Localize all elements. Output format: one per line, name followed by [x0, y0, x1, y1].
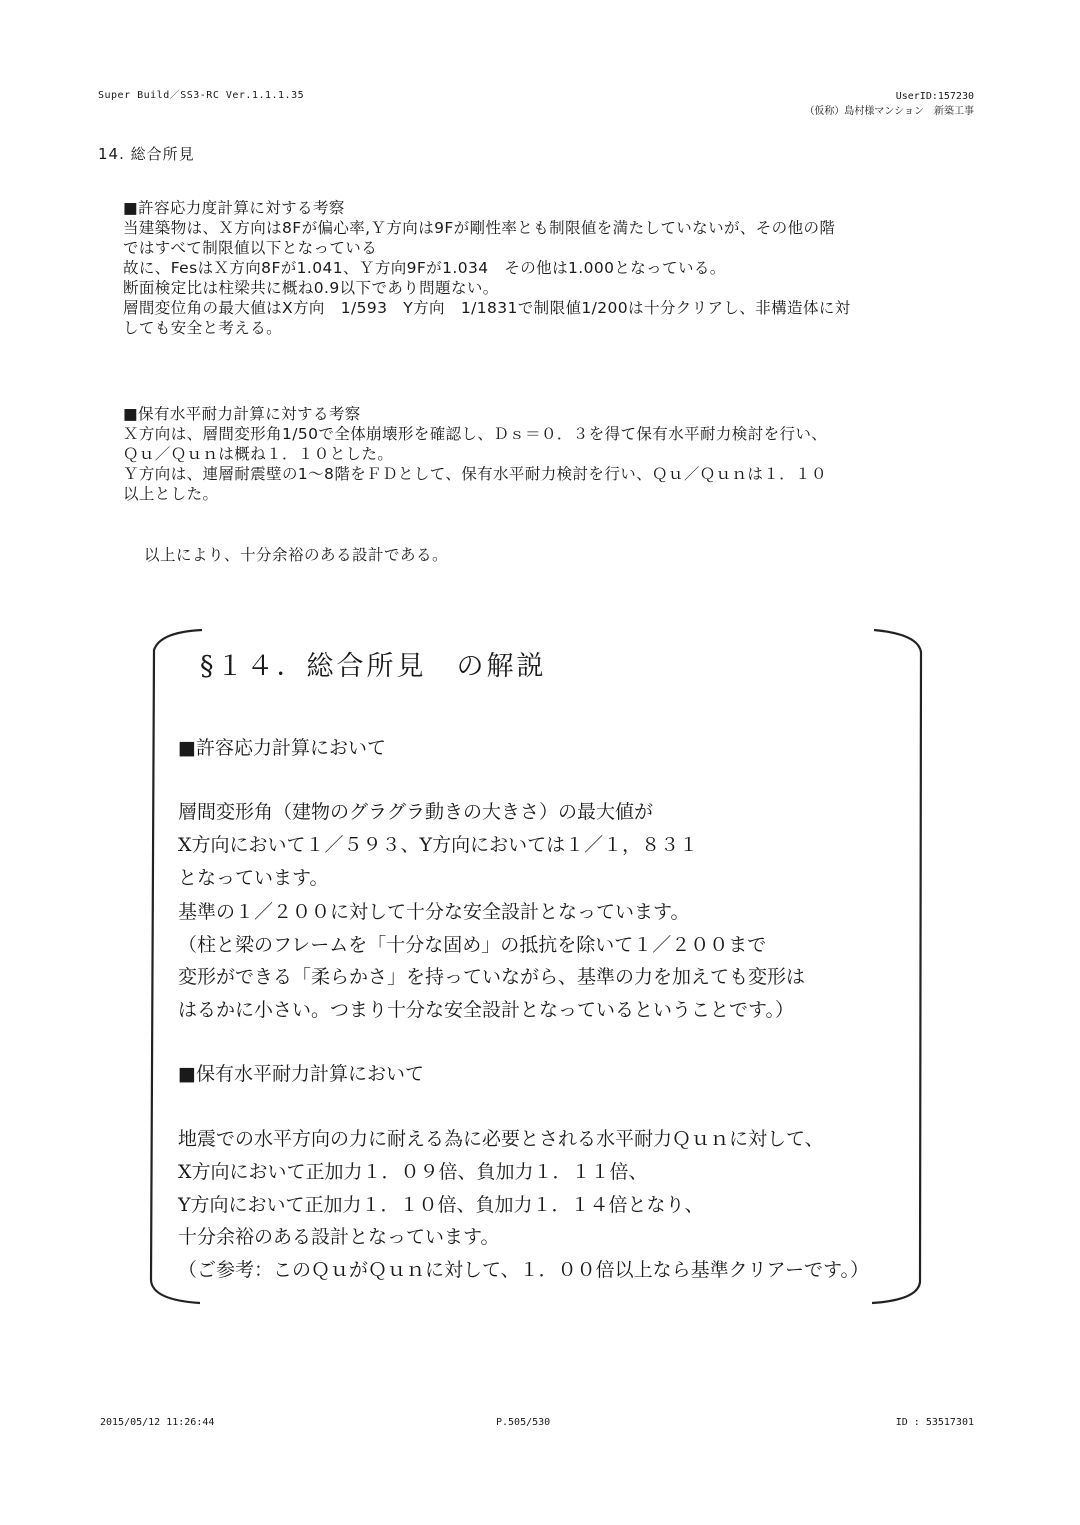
- user-id: UserID:157230: [895, 91, 974, 102]
- horizontal-capacity-line: 以上とした。: [123, 485, 219, 503]
- explanation-title: §１４．総合所見 の解説: [200, 651, 547, 682]
- explanation-line: 層間変形角（建物のグラグラ動きの大きさ）の最大値が: [178, 801, 654, 823]
- project-name: （仮称）島村様マンション 新築工事: [804, 106, 974, 117]
- conclusion: 以上により、十分余裕のある設計である。: [144, 546, 449, 564]
- explanation-line: Y方向において正加力１．１０倍、負加力１．１４倍となり、: [178, 1194, 704, 1216]
- explanation-line: 基準の１／２００に対して十分な安全設計となっています。: [178, 901, 690, 923]
- horizontal-capacity-line: Ｘ方向は、層間変形角1/50で全体崩壊形を確認し、Ｄｓ＝０．３を得て保有水平耐力検討を行い、: [123, 425, 828, 443]
- section-title: 14. 総合所見: [98, 145, 195, 163]
- allowable-stress-line: ではすべて制限値以下となっている: [123, 239, 378, 257]
- explanation-line: （柱と梁のフレームを「十分な固め」の抵抗を除いて１／２００まで: [178, 934, 767, 956]
- explanation-heading-allowable: ■許容応力計算において: [178, 737, 386, 759]
- right-bracket: [872, 630, 921, 1303]
- print-datetime: 2015/05/12 11:26:44: [100, 1417, 215, 1428]
- allowable-stress-line: 当建築物は、Ｘ方向は8Fが偏心率,Ｙ方向は9Fが剛性率とも制限値を満たしていないが、その他の階: [123, 219, 836, 237]
- explanation-line: X方向において１／５９３、Y方向においては１／１，８３１: [178, 834, 699, 856]
- explanation-line: はるかに小さい。つまり十分な安全設計となっているということです。）: [178, 999, 794, 1021]
- explanation-line: 変形ができる「柔らかさ」を持っていながら、基準の力を加えても変形は: [178, 966, 806, 988]
- explanation-heading-horizontal: ■保有水平耐力計算において: [178, 1063, 424, 1085]
- explanation-line: 地震での水平方向の力に耐える為に必要とされる水平耐力Ｑｕｎに対して、: [178, 1128, 824, 1150]
- allowable-stress-line: 断面検定比は柱梁共に概ね0.9以下であり問題ない。: [123, 279, 499, 297]
- horizontal-capacity-line: Ｑｕ／Ｑｕｎは概ね１．１０とした。: [123, 445, 394, 463]
- allowable-stress-line: 故に、FesはＸ方向8Fが1.041、Ｙ方向9Fが1.034 その他は1.000となっている。: [123, 259, 726, 277]
- explanation-line: X方向において正加力１．０９倍、負加力１．１１倍、: [178, 1161, 648, 1183]
- horizontal-capacity-heading: ■保有水平耐力計算に対する考察: [123, 405, 361, 423]
- explanation-line: （ご参考：このＱｕがＱｕｎに対して、１．００倍以上なら基準クリアーです。）: [178, 1259, 870, 1281]
- allowable-stress-line: しても安全と考える。: [123, 319, 283, 337]
- horizontal-capacity-line: Ｙ方向は、連層耐震壁の1～8階をＦＤとして、保有水平耐力検討を行い、Ｑｕ／Ｑｕｎは１．１０: [123, 465, 827, 483]
- allowable-stress-heading: ■許容応力度計算に対する考察: [123, 199, 345, 217]
- explanation-line: となっています。: [178, 867, 329, 889]
- software-version: Super Build／SS3-RC Ver.1.1.1.35: [98, 90, 305, 101]
- allowable-stress-line: 層間変位角の最大値はX方向 1/593 Y方向 1/1831で制限値1/200は十分クリアし、非構造体に対: [123, 299, 851, 317]
- document-id: ID : 53517301: [895, 1417, 974, 1428]
- explanation-line: 十分余裕のある設計となっています。: [178, 1226, 500, 1248]
- page-number: P.505/530: [496, 1417, 551, 1428]
